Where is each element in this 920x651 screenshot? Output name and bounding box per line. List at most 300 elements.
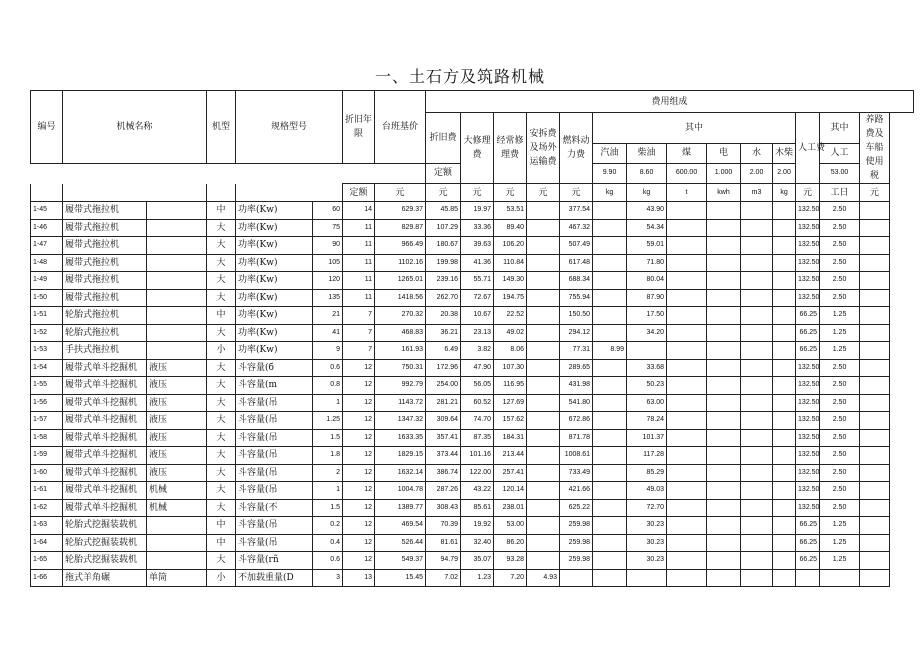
row-rengong: 2.50 [820,272,860,290]
row-years: 12 [343,359,375,377]
row-chaiyou: 30.23 [627,517,667,535]
row-ovh: 87.35 [461,429,494,447]
row-name: 履带式拖拉机 [63,219,147,237]
row-mei [667,534,707,552]
row-road-tax [860,202,890,220]
row-chaiyou: 17.50 [627,307,667,325]
row-ins [527,412,560,430]
row-name: 履带式单斗挖掘机 [63,447,147,465]
row-fuel: 1008.61 [560,447,593,465]
row-dian [707,202,741,220]
row-shui [741,342,773,360]
row-price: 992.79 [375,377,426,395]
unit-shui: m3 [741,184,773,202]
row-labor: 132.50 [796,219,820,237]
row-shui [741,517,773,535]
row-type: 大 [207,499,236,517]
row-road-tax [860,237,890,255]
row-rengong: 1.25 [820,517,860,535]
header-depreciation: 折旧费 [426,113,461,164]
row-rengong: 2.50 [820,429,860,447]
row-mei [667,394,707,412]
row-price: 469.54 [375,517,426,535]
row-rengong: 1.25 [820,342,860,360]
row-name: 履带式拖拉机 [63,202,147,220]
row-mei [667,377,707,395]
row-code: 1-61 [31,482,63,500]
row-qiyou [593,272,627,290]
row-ins [527,482,560,500]
row-ins [527,324,560,342]
price-chaiyou: 8.60 [627,163,667,183]
row-shui [741,272,773,290]
row-mucai [773,482,796,500]
row-mei [667,517,707,535]
row-code: 1-48 [31,254,63,272]
row-shui [741,464,773,482]
row-type: 大 [207,464,236,482]
row-mucai [773,359,796,377]
row-price: 1265.01 [375,272,426,290]
row-sub [147,517,207,535]
row-years: 12 [343,552,375,570]
row-rengong: 2.50 [820,254,860,272]
row-code: 1-46 [31,219,63,237]
row-years: 12 [343,377,375,395]
row-dep: 281.21 [426,394,461,412]
row-rengong: 2.50 [820,289,860,307]
row-size: 1.5 [313,499,343,517]
row-fuel: 377.54 [560,202,593,220]
table-row [31,289,914,307]
row-labor: 132.50 [796,202,820,220]
row-type: 大 [207,237,236,255]
row-spec: 不加载重量(D [236,569,313,587]
row-rengong: 1.25 [820,552,860,570]
row-name: 拖式羊角碾 [63,569,147,587]
row-type: 大 [207,359,236,377]
table-row [31,307,914,325]
row-mucai [773,289,796,307]
table-row [31,499,914,517]
row-ins [527,237,560,255]
row-ins [527,517,560,535]
row-dep: 45.85 [426,202,461,220]
row-ovh: 47.90 [461,359,494,377]
header-shui: 水 [741,143,773,163]
row-price: 161.93 [375,342,426,360]
unit-fuel: 元 [560,184,593,202]
row-chaiyou: 54.34 [627,219,667,237]
row-road-tax [860,272,890,290]
row-name: 轮胎式挖掘装载机 [63,552,147,570]
row-dian [707,359,741,377]
row-chaiyou: 63.00 [627,394,667,412]
row-name: 轮胎式挖掘装载机 [63,517,147,535]
row-ovh: 33.36 [461,219,494,237]
row-size: 0.4 [313,534,343,552]
row-name: 手扶式拖拉机 [63,342,147,360]
row-ins [527,289,560,307]
row-shui [741,202,773,220]
row-price: 1004.78 [375,482,426,500]
row-qiyou [593,394,627,412]
row-dian [707,377,741,395]
row-sub: 单筒 [147,569,207,587]
row-price: 270.32 [375,307,426,325]
row-dian [707,412,741,430]
row-ins [527,377,560,395]
row-code: 1-58 [31,429,63,447]
row-years: 11 [343,254,375,272]
row-rengong: 1.25 [820,307,860,325]
row-type: 中 [207,534,236,552]
row-dian [707,272,741,290]
row-labor: 132.50 [796,237,820,255]
row-type: 大 [207,394,236,412]
row-price: 829.87 [375,219,426,237]
row-road-tax [860,342,890,360]
row-dep: 7.02 [426,569,461,587]
row-type: 大 [207,552,236,570]
row-price: 468.83 [375,324,426,342]
row-shui [741,569,773,587]
machinery-cost-table [30,90,914,587]
row-mnt: 7.20 [494,569,527,587]
row-mnt: 157.62 [494,412,527,430]
row-sub: 液压 [147,394,207,412]
row-fuel [560,569,593,587]
row-fuel: 77.31 [560,342,593,360]
row-qiyou [593,359,627,377]
row-fuel: 541.80 [560,394,593,412]
unit-rengong: 工日 [820,184,860,202]
row-qiyou [593,324,627,342]
row-spec: 功率(Kw) [236,342,313,360]
table-row [31,412,914,430]
row-ovh: 72.67 [461,289,494,307]
row-mucai [773,464,796,482]
table-row [31,552,914,570]
row-qiyou [593,499,627,517]
row-years: 12 [343,534,375,552]
row-mei [667,482,707,500]
header-dian: 电 [707,143,741,163]
row-ins [527,447,560,465]
row-code: 1-66 [31,569,63,587]
row-chaiyou [627,569,667,587]
row-ins [527,307,560,325]
row-chaiyou: 78.24 [627,412,667,430]
row-shui [741,429,773,447]
row-labor: 132.50 [796,394,820,412]
row-shui [741,377,773,395]
row-mucai [773,377,796,395]
row-fuel: 421.66 [560,482,593,500]
row-mucai [773,324,796,342]
row-sub: 机械 [147,499,207,517]
price-dian: 1.000 [707,163,741,183]
table-row [31,429,914,447]
header-dep-years: 折旧年限 [343,91,375,164]
row-mei [667,237,707,255]
row-mei [667,307,707,325]
row-chaiyou: 59.01 [627,237,667,255]
row-code: 1-62 [31,499,63,517]
row-dian [707,254,741,272]
row-code: 1-56 [31,394,63,412]
row-mnt: 127.69 [494,394,527,412]
row-dep: 70.39 [426,517,461,535]
row-size: 0.8 [313,377,343,395]
row-ovh: 55.71 [461,272,494,290]
row-qiyou [593,254,627,272]
row-mnt: 120.14 [494,482,527,500]
row-rengong: 2.50 [820,394,860,412]
price-qiyou: 9.90 [593,163,627,183]
table-row [31,447,914,465]
row-size: 75 [313,219,343,237]
row-dep: 94.79 [426,552,461,570]
row-ins [527,254,560,272]
row-dep: 287.26 [426,482,461,500]
row-years: 14 [343,202,375,220]
row-ins [527,359,560,377]
row-fuel: 431.98 [560,377,593,395]
row-dian [707,482,741,500]
row-name: 履带式单斗挖掘机 [63,429,147,447]
row-years: 7 [343,342,375,360]
row-code: 1-55 [31,377,63,395]
page-title: 一、土石方及筑路机械 [374,67,545,86]
row-chaiyou: 33.68 [627,359,667,377]
row-mucai [773,447,796,465]
row-ovh: 43.22 [461,482,494,500]
row-mucai [773,517,796,535]
row-dian [707,517,741,535]
row-price: 1347.32 [375,412,426,430]
unit-price: 元 [375,184,426,202]
header-labor: 人工费 [796,113,820,184]
row-dian [707,534,741,552]
row-dian [707,464,741,482]
row-dian [707,499,741,517]
row-code: 1-53 [31,342,63,360]
row-mnt: 238.01 [494,499,527,517]
unit-ovh: 元 [461,184,494,202]
row-ins [527,272,560,290]
row-spec: 功率(Kw) [236,289,313,307]
row-chaiyou: 117.28 [627,447,667,465]
row-years: 12 [343,412,375,430]
row-dep: 254.00 [426,377,461,395]
row-mnt: 22.52 [494,307,527,325]
row-spec: 斗容量(吊 [236,412,313,430]
row-sub: 液压 [147,377,207,395]
row-fuel: 507.49 [560,237,593,255]
row-spec: 功率(Kw) [236,324,313,342]
row-mei [667,412,707,430]
row-labor: 132.50 [796,359,820,377]
row-spec: 斗容量(吊 [236,394,313,412]
row-code: 1-47 [31,237,63,255]
row-name: 履带式单斗挖掘机 [63,412,147,430]
row-type: 中 [207,517,236,535]
row-ins [527,429,560,447]
row-years: 11 [343,272,375,290]
row-road-tax [860,219,890,237]
row-mnt: 53.51 [494,202,527,220]
row-road-tax [860,307,890,325]
row-mucai [773,412,796,430]
row-mei [667,219,707,237]
row-spec: 功率(Kw) [236,219,313,237]
header-dinge: 定额 [426,163,461,183]
row-code: 1-60 [31,464,63,482]
row-labor: 132.50 [796,429,820,447]
header-cost-group: 费用组成 [426,91,914,113]
row-price: 1143.72 [375,394,426,412]
row-shui [741,254,773,272]
row-spec: 斗容量(吊 [236,517,313,535]
row-code: 1-57 [31,412,63,430]
header-qizhong: 其中 [593,113,796,144]
row-type: 大 [207,272,236,290]
row-ovh: 19.92 [461,517,494,535]
header-fuel-power: 燃料动力费 [560,113,593,184]
row-shui [741,552,773,570]
row-name: 履带式单斗挖掘机 [63,499,147,517]
row-sub: 机械 [147,482,207,500]
row-ovh: 32.40 [461,534,494,552]
row-name: 轮胎式挖掘装载机 [63,534,147,552]
row-name: 轮胎式拖拉机 [63,307,147,325]
row-dep: 81.61 [426,534,461,552]
row-ovh: 23.13 [461,324,494,342]
row-rengong: 2.50 [820,464,860,482]
row-name: 履带式单斗挖掘机 [63,359,147,377]
row-size: 9 [313,342,343,360]
unit-mnt: 元 [494,184,527,202]
row-dian [707,289,741,307]
row-price: 1102.16 [375,254,426,272]
row-mnt: 93.28 [494,552,527,570]
row-sub [147,202,207,220]
row-road-tax [860,429,890,447]
row-price: 629.37 [375,202,426,220]
unit-qiyou: kg [593,184,627,202]
row-chaiyou: 49.03 [627,482,667,500]
row-labor: 132.50 [796,499,820,517]
unit-mucai: kg [773,184,796,202]
row-ovh: 60.52 [461,394,494,412]
row-fuel: 625.22 [560,499,593,517]
row-chaiyou: 34.20 [627,324,667,342]
row-labor: 132.50 [796,412,820,430]
row-labor: 132.50 [796,464,820,482]
row-dian [707,429,741,447]
row-name: 履带式单斗挖掘机 [63,377,147,395]
row-code: 1-59 [31,447,63,465]
row-spec: 功率(Kw) [236,202,313,220]
header-mei: 煤 [667,143,707,163]
row-dep: 373.44 [426,447,461,465]
row-mei [667,342,707,360]
row-years: 11 [343,219,375,237]
table-row [31,237,914,255]
row-dian [707,569,741,587]
row-ovh: 39.63 [461,237,494,255]
row-sub: 液压 [147,359,207,377]
row-mei [667,499,707,517]
row-sub [147,219,207,237]
table-row [31,482,914,500]
row-qiyou [593,412,627,430]
row-mnt: 89.40 [494,219,527,237]
row-ins: 4.93 [527,569,560,587]
header-overhaul: 大修理费 [461,113,494,184]
row-qiyou [593,464,627,482]
row-spec: 功率(Kw) [236,307,313,325]
table-row [31,569,914,587]
row-spec: 斗容量(m [236,377,313,395]
row-fuel: 259.98 [560,517,593,535]
row-rengong: 2.50 [820,482,860,500]
row-sub: 液压 [147,464,207,482]
row-mei [667,447,707,465]
row-size: 2 [313,464,343,482]
row-size: 135 [313,289,343,307]
row-mnt: 110.84 [494,254,527,272]
row-years: 12 [343,464,375,482]
row-spec: 功率(Kw) [236,272,313,290]
row-type: 大 [207,219,236,237]
row-mei [667,552,707,570]
row-mei [667,324,707,342]
row-code: 1-50 [31,289,63,307]
row-size: 105 [313,254,343,272]
row-size: 1.25 [313,412,343,430]
row-price: 1633.35 [375,429,426,447]
row-years: 12 [343,499,375,517]
row-mucai [773,499,796,517]
unit-dian: kwh [707,184,741,202]
table-row [31,394,914,412]
row-shui [741,534,773,552]
row-chaiyou: 71.80 [627,254,667,272]
row-shui [741,359,773,377]
row-size: 0.2 [313,517,343,535]
table-row [31,359,914,377]
row-dep: 357.41 [426,429,461,447]
row-name: 履带式拖拉机 [63,237,147,255]
row-rengong: 1.25 [820,534,860,552]
table-row [31,272,914,290]
row-qiyou [593,534,627,552]
row-price: 1829.15 [375,447,426,465]
row-chaiyou: 72.70 [627,499,667,517]
row-qiyou [593,237,627,255]
row-ins [527,552,560,570]
row-qiyou [593,447,627,465]
row-mucai [773,534,796,552]
row-labor: 132.50 [796,254,820,272]
header-name: 机械名称 [63,91,207,164]
header-type: 机型 [207,91,236,164]
row-price: 1632.14 [375,464,426,482]
row-road-tax [860,552,890,570]
unit-labor: 元 [796,184,820,202]
